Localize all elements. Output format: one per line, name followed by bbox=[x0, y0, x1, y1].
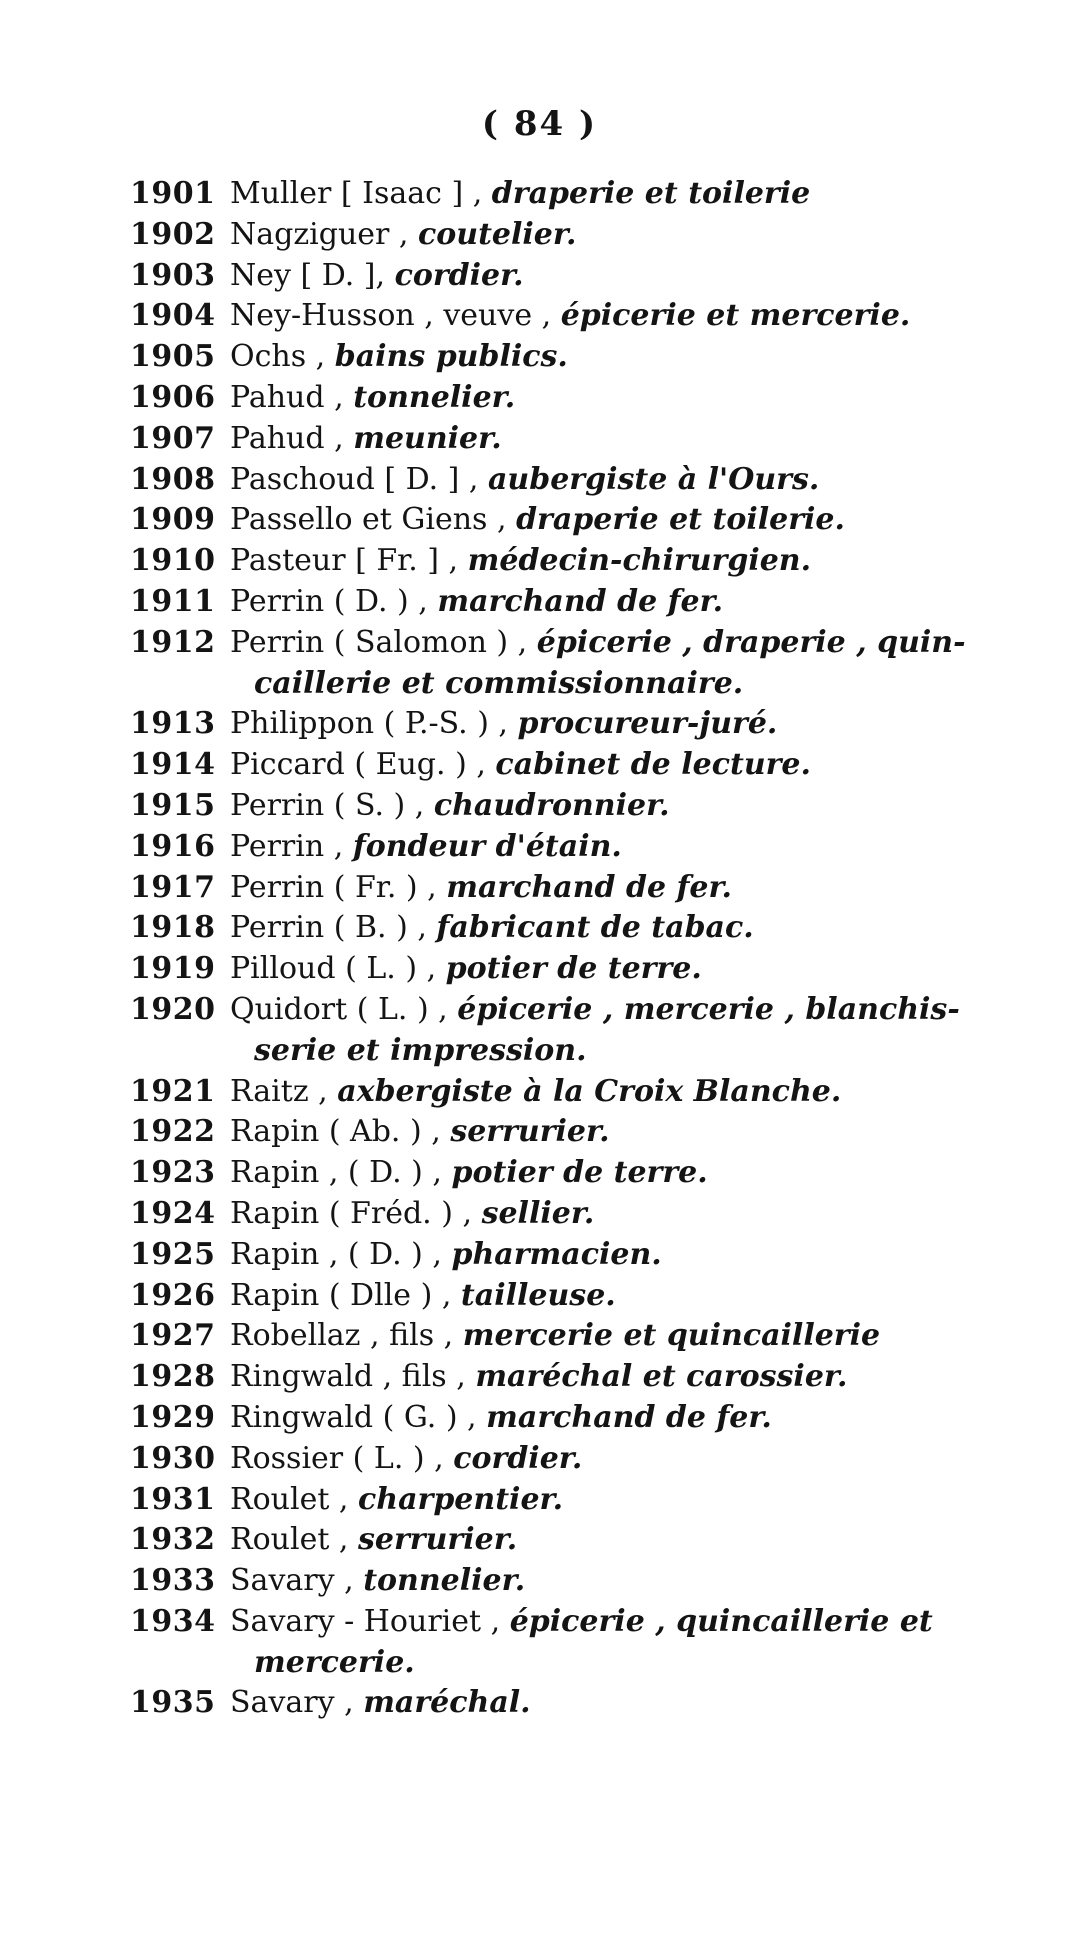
entry-name: Ringwald , fils , bbox=[230, 1359, 466, 1395]
entry-number: 1914 bbox=[130, 747, 216, 783]
entry-number: 1913 bbox=[130, 706, 216, 742]
entry-number: 1924 bbox=[130, 1195, 216, 1231]
entry-text bbox=[230, 1561, 1050, 1602]
entry-number: 1916 bbox=[130, 828, 216, 864]
list-item bbox=[130, 1316, 1050, 1357]
list-item bbox=[130, 1561, 1050, 1602]
list-item bbox=[130, 419, 1050, 460]
list-item bbox=[130, 1520, 1050, 1561]
entry-text bbox=[230, 1194, 1050, 1235]
entry-trade: tonnelier. bbox=[363, 1563, 526, 1599]
entry-trade: axbergiste à la Croix Blanche. bbox=[337, 1073, 842, 1109]
entry-number: 1909 bbox=[130, 502, 216, 538]
entry-trade: marchand de fer. bbox=[486, 1399, 772, 1435]
entry-number: 1925 bbox=[130, 1236, 216, 1272]
entry-text bbox=[230, 1153, 1050, 1194]
entry-trade: potier de terre. bbox=[451, 1155, 708, 1191]
entry-number: 1929 bbox=[130, 1399, 216, 1435]
entry-text bbox=[230, 704, 1050, 745]
list-item bbox=[130, 1153, 1050, 1194]
list-item bbox=[130, 786, 1050, 827]
entry-name: Perrin , bbox=[230, 828, 344, 864]
entry-trade: bains publics. bbox=[334, 339, 568, 375]
entry-text bbox=[230, 990, 1050, 1072]
entry-text bbox=[230, 908, 1050, 949]
entry-name: Perrin ( Fr. ) , bbox=[230, 869, 437, 905]
list-item bbox=[130, 827, 1050, 868]
entry-trade: coutelier. bbox=[417, 216, 577, 252]
list-item bbox=[130, 1398, 1050, 1439]
entry-name: Perrin ( D. ) , bbox=[230, 583, 428, 619]
list-item bbox=[130, 949, 1050, 990]
entry-number: 1904 bbox=[130, 298, 216, 334]
entry-number: 1907 bbox=[130, 420, 216, 456]
entry-trade: maréchal et carossier. bbox=[475, 1359, 848, 1395]
entry-name: Savary - Houriet , bbox=[230, 1603, 501, 1639]
entry-name: Rapin ( Fréd. ) , bbox=[230, 1195, 473, 1231]
entry-number: 1905 bbox=[130, 339, 216, 375]
entry-trade: mercerie et quincaillerie bbox=[462, 1318, 881, 1354]
entry-number: 1933 bbox=[130, 1563, 216, 1599]
entry-trade: aubergiste à l'Ours. bbox=[487, 461, 820, 497]
entry-number: 1928 bbox=[130, 1359, 216, 1395]
entry-trade: cordier. bbox=[453, 1440, 583, 1476]
entry-trade: fondeur d'étain. bbox=[352, 828, 622, 864]
entry-name: Pasteur [ Fr. ] , bbox=[230, 543, 459, 579]
entry-name: Nagziguer , bbox=[230, 216, 409, 252]
entry-number: 1932 bbox=[130, 1522, 216, 1558]
entry-number: 1910 bbox=[130, 543, 216, 579]
entry-trade: marchand de fer. bbox=[446, 869, 732, 905]
entry-trade: sellier. bbox=[481, 1195, 595, 1231]
entry-text bbox=[230, 419, 1050, 460]
entry-text bbox=[230, 460, 1050, 501]
entry-name: Roulet , bbox=[230, 1522, 349, 1558]
entry-name: Ney-Husson , veuve , bbox=[230, 298, 552, 334]
list-item bbox=[130, 174, 1050, 215]
entry-number: 1903 bbox=[130, 257, 216, 293]
list-item bbox=[130, 378, 1050, 419]
entry-trade: chaudronnier. bbox=[433, 787, 670, 823]
entry-name: Rapin ( Ab. ) , bbox=[230, 1114, 441, 1150]
entry-trade: potier de terre. bbox=[445, 951, 702, 987]
entry-text bbox=[230, 1276, 1050, 1317]
entry-name: Perrin ( B. ) , bbox=[230, 910, 427, 946]
entry-trade-continuation: serie et impression. bbox=[254, 1032, 587, 1068]
entry-name: Perrin ( Salomon ) , bbox=[230, 624, 528, 660]
entry-number: 1934 bbox=[130, 1603, 216, 1639]
entry-name: Rapin ( Dlle ) , bbox=[230, 1277, 452, 1313]
list-item bbox=[130, 704, 1050, 745]
list-item bbox=[130, 623, 1050, 705]
entry-trade: charpentier. bbox=[358, 1481, 564, 1517]
page-number: ( 84 ) bbox=[481, 104, 598, 144]
entry-trade-continuation: caillerie et commissionnaire. bbox=[254, 665, 744, 701]
entry-text bbox=[230, 827, 1050, 868]
entry-text bbox=[230, 786, 1050, 827]
entry-number: 1927 bbox=[130, 1318, 216, 1354]
entry-name: Pahud , bbox=[230, 420, 344, 456]
entry-name: Rossier ( L. ) , bbox=[230, 1440, 444, 1476]
entry-text bbox=[230, 623, 1050, 705]
entry-name: Muller [ Isaac ] , bbox=[230, 176, 483, 211]
entry-text bbox=[230, 500, 1050, 541]
entry-text bbox=[230, 868, 1050, 909]
list-item bbox=[130, 337, 1050, 378]
entry-name: Ochs , bbox=[230, 339, 326, 375]
list-item bbox=[130, 1072, 1050, 1113]
entry-name: Quidort ( L. ) , bbox=[230, 991, 448, 1027]
entry-text bbox=[230, 256, 1050, 297]
entry-trade: épicerie et mercerie. bbox=[560, 298, 911, 334]
entry-trade: procureur-juré. bbox=[517, 706, 778, 742]
entry-number: 1926 bbox=[130, 1277, 216, 1313]
list-item bbox=[130, 460, 1050, 501]
entry-trade: meunier. bbox=[353, 420, 502, 456]
entry-name: Piccard ( Eug. ) , bbox=[230, 747, 486, 783]
list-item bbox=[130, 1276, 1050, 1317]
list-item bbox=[130, 1235, 1050, 1276]
entry-text bbox=[230, 1439, 1050, 1480]
list-item bbox=[130, 990, 1050, 1072]
list-item bbox=[130, 1439, 1050, 1480]
entry-text bbox=[230, 745, 1050, 786]
entry-text bbox=[230, 174, 1050, 215]
list-item bbox=[130, 296, 1050, 337]
entry-name: Philippon ( P.-S. ) , bbox=[230, 706, 508, 742]
entry-number: 1911 bbox=[130, 583, 216, 619]
entry-number: 1922 bbox=[130, 1114, 216, 1150]
entry-number: 1935 bbox=[130, 1685, 216, 1721]
list-item bbox=[130, 908, 1050, 949]
entry-trade: pharmacien. bbox=[451, 1236, 662, 1272]
entry-name: Robellaz , fils , bbox=[230, 1318, 454, 1354]
entry-text bbox=[230, 1398, 1050, 1439]
entry-number: 1923 bbox=[130, 1155, 216, 1191]
list-item bbox=[130, 745, 1050, 786]
entry-text bbox=[230, 1316, 1050, 1357]
entry-number: 1912 bbox=[130, 624, 216, 660]
entry-trade: draperie et toilerie bbox=[491, 176, 811, 211]
entry-trade: médecin-chirurgien. bbox=[467, 543, 812, 579]
list-item bbox=[130, 1683, 1050, 1724]
entry-name: Perrin ( S. ) , bbox=[230, 787, 425, 823]
entry-trade: cordier. bbox=[394, 257, 524, 293]
entry-text bbox=[230, 949, 1050, 990]
entry-name: Roulet , bbox=[230, 1481, 349, 1517]
entry-text bbox=[230, 1357, 1050, 1398]
entry-text bbox=[230, 1072, 1050, 1113]
entry-number: 1920 bbox=[130, 991, 216, 1027]
entry-number: 1918 bbox=[130, 910, 216, 946]
entry-text bbox=[230, 582, 1050, 623]
entry-trade: tailleuse. bbox=[460, 1277, 616, 1313]
entry-text bbox=[230, 541, 1050, 582]
entry-number: 1902 bbox=[130, 216, 216, 252]
list-item bbox=[130, 215, 1050, 256]
entry-trade: marchand de fer. bbox=[437, 583, 724, 619]
entry-trade-continuation: mercerie. bbox=[254, 1644, 415, 1680]
entry-trade: serrurier. bbox=[358, 1522, 518, 1558]
entry-text bbox=[230, 337, 1050, 378]
entry-text bbox=[230, 1602, 1050, 1684]
entry-text bbox=[230, 378, 1050, 419]
entry-number: 1930 bbox=[130, 1440, 216, 1476]
list-item bbox=[130, 1194, 1050, 1235]
entry-number: 1906 bbox=[130, 379, 216, 415]
entry-name: Ringwald ( G. ) , bbox=[230, 1399, 477, 1435]
entry-list bbox=[130, 174, 1050, 1724]
entry-trade: serrurier. bbox=[450, 1114, 610, 1150]
entry-text bbox=[230, 1683, 1050, 1724]
entry-text bbox=[230, 1480, 1050, 1521]
list-item bbox=[130, 1480, 1050, 1521]
list-item bbox=[130, 500, 1050, 541]
entry-text bbox=[230, 1235, 1050, 1276]
entry-trade: épicerie , quincaillerie et bbox=[509, 1603, 933, 1639]
entry-number: 1931 bbox=[130, 1481, 216, 1517]
entry-text bbox=[230, 1112, 1050, 1153]
entry-name: Pilloud ( L. ) , bbox=[230, 951, 437, 987]
entry-trade: cabinet de lecture. bbox=[495, 747, 811, 783]
entry-name: Raitz , bbox=[230, 1073, 328, 1109]
entry-trade: maréchal. bbox=[363, 1685, 531, 1721]
entry-name: Ney [ D. ], bbox=[230, 257, 386, 293]
entry-text bbox=[230, 296, 1050, 337]
entry-trade: tonnelier. bbox=[353, 379, 516, 415]
list-item bbox=[130, 1112, 1050, 1153]
entry-name: Passello et Giens , bbox=[230, 502, 507, 538]
list-item bbox=[130, 1602, 1050, 1684]
list-item bbox=[130, 1357, 1050, 1398]
entry-name: Pahud , bbox=[230, 379, 344, 415]
entry-name: Savary , bbox=[230, 1563, 354, 1599]
entry-number: 1921 bbox=[130, 1073, 216, 1109]
entry-text bbox=[230, 215, 1050, 256]
list-item bbox=[130, 541, 1050, 582]
entry-trade: épicerie , draperie , quin- bbox=[536, 624, 966, 660]
entry-name: Savary , bbox=[230, 1685, 354, 1721]
entry-number: 1917 bbox=[130, 869, 216, 905]
entry-number: 1915 bbox=[130, 787, 216, 823]
list-item bbox=[130, 256, 1050, 297]
entry-number: 1919 bbox=[130, 951, 216, 987]
entry-name: Paschoud [ D. ] , bbox=[230, 461, 479, 497]
entry-trade: épicerie , mercerie , blanchis- bbox=[457, 991, 960, 1027]
entry-text bbox=[230, 1520, 1050, 1561]
entry-trade: draperie et toilerie. bbox=[516, 502, 845, 538]
entry-name: Rapin , ( D. ) , bbox=[230, 1236, 442, 1272]
entry-trade: fabricant de tabac. bbox=[436, 910, 754, 946]
entry-number: 1908 bbox=[130, 461, 216, 497]
list-item bbox=[130, 868, 1050, 909]
entry-number: 1901 bbox=[130, 176, 216, 211]
list-item bbox=[130, 582, 1050, 623]
entry-name: Rapin , ( D. ) , bbox=[230, 1155, 442, 1191]
